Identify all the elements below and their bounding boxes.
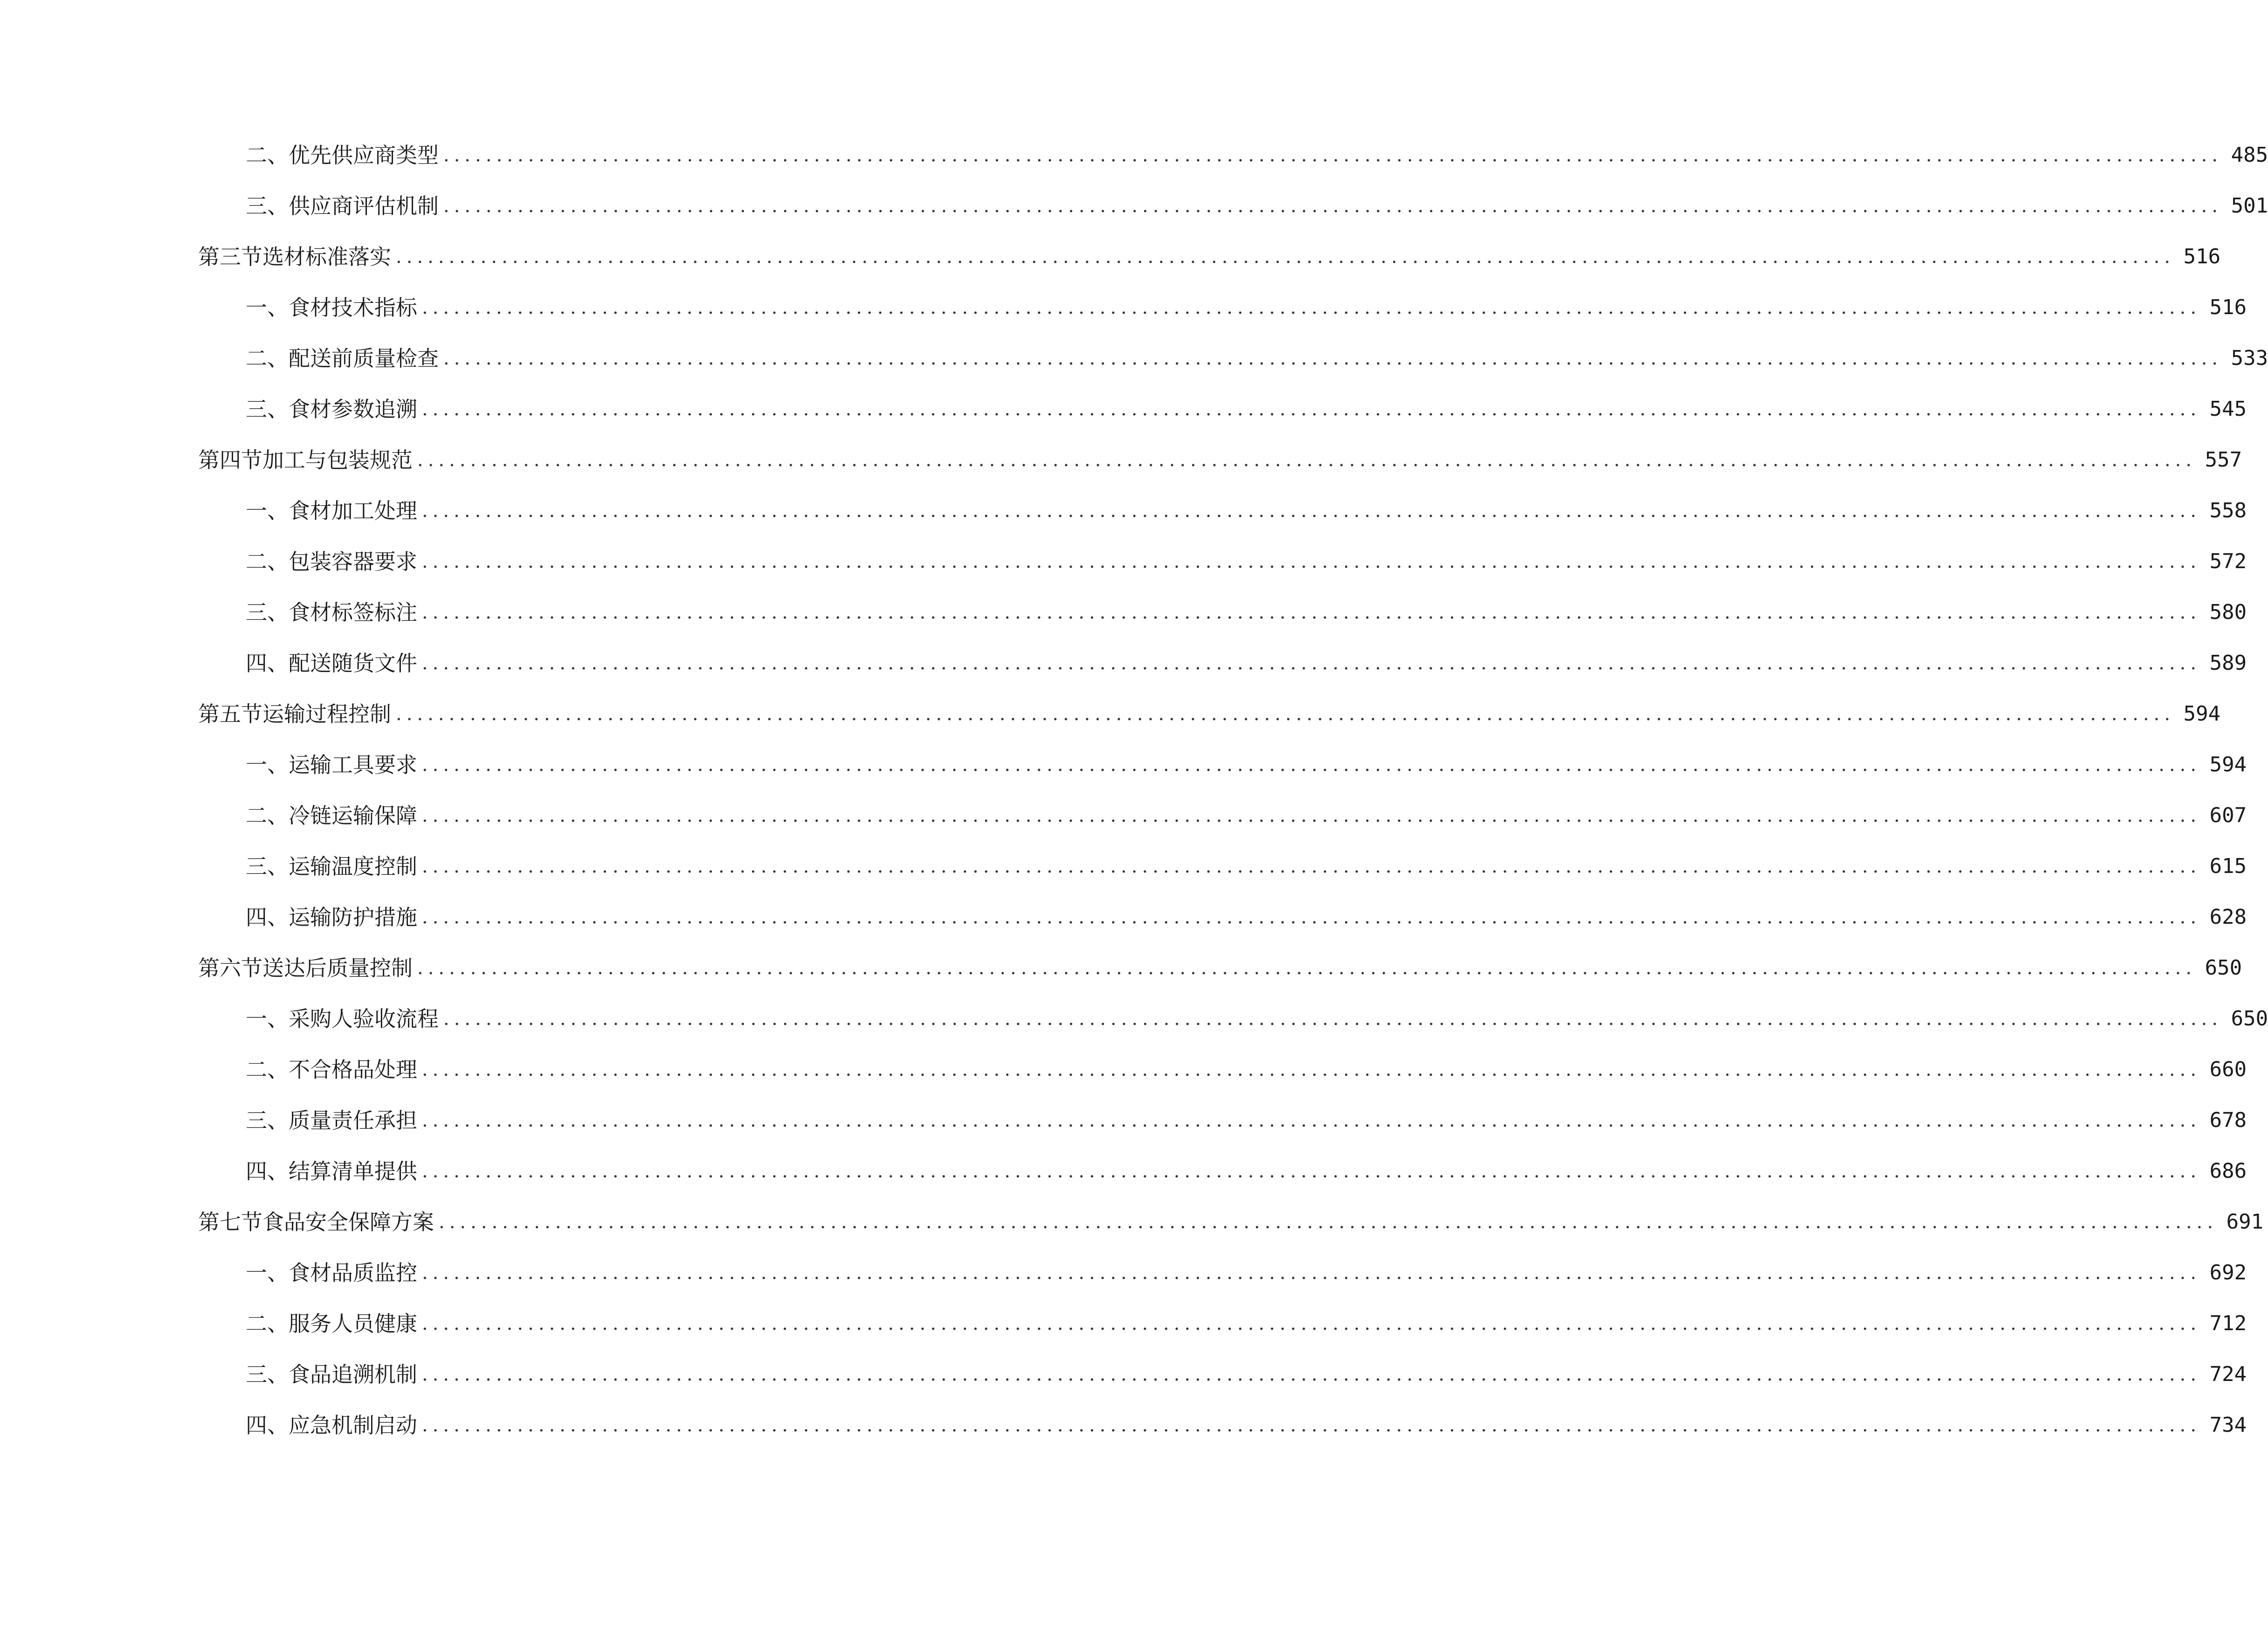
- toc-entry[interactable]: [246, 594, 2247, 631]
- toc-entry-page: 724: [2209, 1362, 2247, 1386]
- toc-entry-number: 三、: [246, 854, 289, 879]
- toc-leader-dots: ........................................................................................................................................................................: [422, 1415, 2201, 1436]
- toc-leader-dots: ........................................................................................................................................................................: [422, 551, 2201, 572]
- toc-leader-dots: ........................................................................................................................................................................: [422, 398, 2201, 420]
- toc-entry-title: 质量责任承担: [289, 1108, 417, 1133]
- toc-entry-title: 运输温度控制: [289, 854, 417, 879]
- toc-entry-title: 送达后质量控制: [262, 955, 413, 981]
- toc-leader-dots: ........................................................................................................................................................................: [443, 348, 2223, 369]
- toc-entry-title: 食材加工处理: [289, 498, 417, 523]
- toc-leader-dots: ........................................................................................................................................................................: [422, 653, 2201, 674]
- toc-entry[interactable]: [246, 797, 2247, 834]
- toc-entry-number: 四、: [246, 1159, 289, 1184]
- toc-entry-number: 第三节: [198, 244, 262, 269]
- toc-entry[interactable]: [198, 695, 2221, 733]
- toc-entry[interactable]: [198, 441, 2242, 479]
- toc-entry[interactable]: [246, 1000, 2268, 1037]
- toc-entry-page: 501: [2231, 194, 2268, 218]
- toc-entry-number: 二、: [246, 1311, 289, 1336]
- toc-entry-title: 食品追溯机制: [289, 1362, 417, 1387]
- toc-leader-dots: ........................................................................................................................................................................: [443, 195, 2223, 217]
- toc-entry-page: 734: [2209, 1413, 2247, 1437]
- toc-entry-page: 594: [2209, 753, 2247, 776]
- toc-entry-page: 691: [2226, 1210, 2264, 1234]
- toc-entry-page: 533: [2231, 346, 2268, 370]
- toc-entry[interactable]: [246, 645, 2247, 682]
- toc-entry-number: 三、: [246, 1362, 289, 1387]
- toc-entry[interactable]: [246, 1102, 2247, 1139]
- toc-entry-number: 二、: [246, 549, 289, 574]
- toc-entry-title: 服务人员健康: [289, 1311, 417, 1336]
- toc-leader-dots: ........................................................................................................................................................................: [422, 1313, 2201, 1334]
- toc-entry[interactable]: [198, 1203, 2264, 1241]
- toc-entry-number: 三、: [246, 1108, 289, 1133]
- toc-leader-dots: ........................................................................................................................................................................: [422, 297, 2201, 318]
- toc-leader-dots: ........................................................................................................................................................................: [396, 246, 2175, 268]
- toc-entry[interactable]: [246, 1153, 2247, 1190]
- toc-entry-number: 一、: [246, 498, 289, 523]
- toc-entry-number: 二、: [246, 346, 289, 371]
- toc-entry-page: 650: [2231, 1007, 2268, 1030]
- toc-entry-page: 660: [2209, 1058, 2247, 1081]
- toc-entry-number: 第六节: [198, 955, 262, 981]
- toc-entry[interactable]: [246, 848, 2247, 885]
- toc-leader-dots: ........................................................................................................................................................................: [422, 805, 2201, 826]
- toc-leader-dots: ........................................................................................................................................................................: [422, 1161, 2201, 1182]
- toc-entry-number: 三、: [246, 397, 289, 422]
- toc-leader-dots: ........................................................................................................................................................................: [417, 449, 2197, 471]
- toc-leader-dots: ........................................................................................................................................................................: [422, 500, 2201, 522]
- toc-entry-page: 485: [2231, 143, 2268, 167]
- toc-entry-title: 应急机制启动: [289, 1413, 417, 1438]
- toc-entry-number: 三、: [246, 600, 289, 625]
- toc-entry-number: 第七节: [198, 1209, 262, 1235]
- toc-entry-page: 580: [2209, 600, 2247, 624]
- toc-entry[interactable]: [246, 899, 2247, 936]
- toc-entry-page: 557: [2205, 448, 2242, 472]
- toc-entry-title: 包装容器要求: [289, 549, 417, 574]
- toc-entry-number: 二、: [246, 803, 289, 828]
- toc-entry[interactable]: [198, 238, 2221, 275]
- toc-entry[interactable]: [246, 746, 2247, 783]
- toc-entry-title: 食品安全保障方案: [262, 1209, 434, 1235]
- toc-entry-title: 运输防护措施: [289, 905, 417, 930]
- toc-entry-page: 545: [2209, 397, 2247, 421]
- toc-entry-title: 不合格品处理: [289, 1057, 417, 1082]
- toc-entry-title: 冷链运输保障: [289, 803, 417, 828]
- toc-leader-dots: ........................................................................................................................................................................: [422, 1059, 2201, 1080]
- toc-entry[interactable]: [246, 1254, 2247, 1292]
- toc-entry-title: 运输工具要求: [289, 752, 417, 777]
- toc-entry-page: 558: [2209, 499, 2247, 522]
- toc-entry-page: 712: [2209, 1312, 2247, 1335]
- toc-entry-title: 结算清单提供: [289, 1159, 417, 1184]
- toc-entry-page: 594: [2183, 702, 2221, 726]
- toc-leader-dots: ........................................................................................................................................................................: [422, 856, 2201, 877]
- toc-entry[interactable]: [246, 1051, 2247, 1088]
- toc-entry-number: 一、: [246, 1260, 289, 1285]
- toc-entry-number: 二、: [246, 143, 289, 168]
- toc-entry-title: 运输过程控制: [262, 701, 391, 727]
- toc-leader-dots: ........................................................................................................................................................................: [396, 703, 2175, 725]
- toc-leader-dots: ........................................................................................................................................................................: [422, 754, 2201, 776]
- toc-entry-page: 516: [2183, 245, 2221, 268]
- toc-entry-number: 一、: [246, 1006, 289, 1031]
- toc-entry[interactable]: [246, 1356, 2247, 1393]
- toc-entry-number: 二、: [246, 1057, 289, 1082]
- toc-entry-title: 加工与包装规范: [262, 447, 413, 473]
- toc-entry[interactable]: [246, 289, 2247, 326]
- toc-entry[interactable]: [246, 1407, 2247, 1444]
- toc-entry-title: 选材标准落实: [262, 244, 391, 269]
- toc-entry[interactable]: [198, 949, 2242, 987]
- toc-entry[interactable]: [246, 340, 2268, 377]
- toc-entry-number: 四、: [246, 1413, 289, 1438]
- toc-entry[interactable]: [246, 137, 2268, 174]
- toc-leader-dots: ........................................................................................................................................................................: [422, 602, 2201, 623]
- toc-entry-number: 一、: [246, 295, 289, 320]
- toc-entry-page: 686: [2209, 1159, 2247, 1183]
- toc-leader-dots: ........................................................................................................................................................................: [443, 144, 2223, 166]
- toc-entry-page: 615: [2209, 854, 2247, 878]
- toc-entry[interactable]: [246, 391, 2247, 428]
- toc-entry-title: 食材参数追溯: [289, 397, 417, 422]
- toc-leader-dots: ........................................................................................................................................................................: [422, 1110, 2201, 1131]
- toc-entry-title: 供应商评估机制: [289, 193, 439, 219]
- toc-entry-page: 628: [2209, 905, 2247, 929]
- toc-entry-title: 食材标签标注: [289, 600, 417, 625]
- toc-entry-page: 572: [2209, 550, 2247, 573]
- toc-entry-title: 优先供应商类型: [289, 143, 439, 168]
- toc-entry-page: 678: [2209, 1108, 2247, 1132]
- toc-entry-title: 采购人验收流程: [289, 1006, 439, 1031]
- toc-entry-title: 食材品质监控: [289, 1260, 417, 1285]
- toc-leader-dots: ........................................................................................................................................................................: [422, 1262, 2201, 1284]
- toc-entry-number: 第四节: [198, 447, 262, 473]
- toc-entry-page: 607: [2209, 804, 2247, 827]
- toc-entry-page: 650: [2205, 956, 2242, 980]
- toc-entry-number: 四、: [246, 905, 289, 930]
- toc-entry[interactable]: [246, 543, 2247, 580]
- toc-entry-number: 第五节: [198, 701, 262, 727]
- toc-leader-dots: ........................................................................................................................................................................: [417, 957, 2197, 979]
- toc-entry-number: 三、: [246, 193, 289, 219]
- toc-entry-number: 四、: [246, 651, 289, 676]
- toc-entry[interactable]: [246, 1305, 2247, 1342]
- toc-leader-dots: ........................................................................................................................................................................: [443, 1008, 2223, 1030]
- toc-entry[interactable]: [246, 187, 2268, 225]
- toc-entry-page: 516: [2209, 295, 2247, 319]
- toc-entry[interactable]: [246, 492, 2247, 529]
- toc-entry-page: 692: [2209, 1261, 2247, 1285]
- toc-leader-dots: ........................................................................................................................................................................: [422, 907, 2201, 928]
- toc-leader-dots: ........................................................................................................................................................................: [422, 1364, 2201, 1385]
- toc-leader-dots: ........................................................................................................................................................................: [439, 1211, 2218, 1233]
- toc-entry-title: 配送前质量检查: [289, 346, 439, 371]
- toc-entry-page: 589: [2209, 651, 2247, 675]
- toc-entry-number: 一、: [246, 752, 289, 777]
- toc-entry-title: 食材技术指标: [289, 295, 417, 320]
- toc-entry-title: 配送随货文件: [289, 651, 417, 676]
